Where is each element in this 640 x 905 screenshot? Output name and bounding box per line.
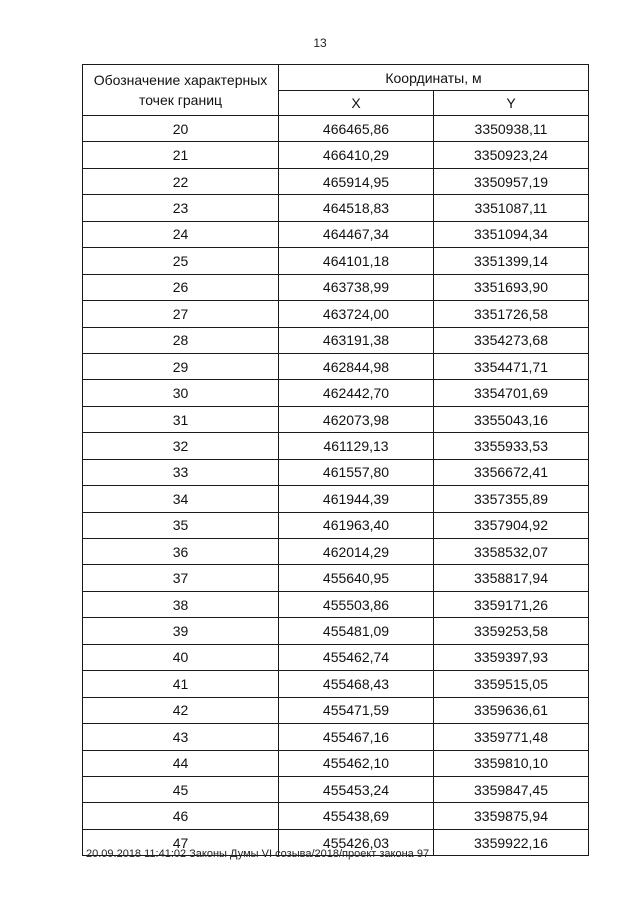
cell-y: 3357904,92 bbox=[434, 512, 589, 538]
cell-x: 455467,16 bbox=[279, 724, 434, 750]
cell-x: 464518,83 bbox=[279, 195, 434, 221]
table-row bbox=[83, 459, 589, 485]
cell-y: 3355043,16 bbox=[434, 406, 589, 432]
cell-x: 455503,86 bbox=[279, 591, 434, 617]
cell-point: 44 bbox=[83, 750, 279, 776]
cell-point: 39 bbox=[83, 618, 279, 644]
cell-x: 455640,95 bbox=[279, 565, 434, 591]
cell-point: 46 bbox=[83, 803, 279, 829]
cell-x: 455462,10 bbox=[279, 750, 434, 776]
cell-x: 466465,86 bbox=[279, 116, 434, 142]
cell-y: 3357355,89 bbox=[434, 486, 589, 512]
cell-x: 462844,98 bbox=[279, 353, 434, 379]
cell-point: 45 bbox=[83, 776, 279, 802]
page-number: 13 bbox=[313, 36, 327, 50]
cell-y: 3354701,69 bbox=[434, 380, 589, 406]
table-row bbox=[83, 539, 589, 565]
table-row bbox=[83, 221, 589, 247]
footer-document-stamp: 20.09.2018 11:41:02 Законы Думы VI созыва/2018/проект закона 97 bbox=[86, 848, 430, 860]
cell-x: 465914,95 bbox=[279, 168, 434, 194]
cell-x: 461944,39 bbox=[279, 486, 434, 512]
cell-y: 3359171,26 bbox=[434, 591, 589, 617]
cell-point: 31 bbox=[83, 406, 279, 432]
cell-x: 462442,70 bbox=[279, 380, 434, 406]
cell-point: 37 bbox=[83, 565, 279, 591]
table-row bbox=[83, 353, 589, 379]
cell-point: 22 bbox=[83, 168, 279, 194]
cell-point: 35 bbox=[83, 512, 279, 538]
cell-point: 40 bbox=[83, 644, 279, 670]
cell-point: 32 bbox=[83, 433, 279, 459]
cell-point: 30 bbox=[83, 380, 279, 406]
table-row bbox=[83, 591, 589, 617]
table-row bbox=[83, 142, 589, 168]
cell-y: 3359875,94 bbox=[434, 803, 589, 829]
table-row bbox=[83, 724, 589, 750]
cell-x: 466410,29 bbox=[279, 142, 434, 168]
cell-y: 3354471,71 bbox=[434, 353, 589, 379]
coordinates-table bbox=[82, 64, 589, 856]
table-row bbox=[83, 248, 589, 274]
cell-y: 3356672,41 bbox=[434, 459, 589, 485]
cell-x: 461557,80 bbox=[279, 459, 434, 485]
header-coordinates: Координаты, м bbox=[279, 65, 589, 91]
cell-x: 455481,09 bbox=[279, 618, 434, 644]
cell-y: 3359636,61 bbox=[434, 697, 589, 723]
cell-x: 463724,00 bbox=[279, 301, 434, 327]
table-row bbox=[83, 776, 589, 802]
header-x: X bbox=[279, 91, 434, 116]
cell-x: 464467,34 bbox=[279, 221, 434, 247]
cell-x: 463738,99 bbox=[279, 274, 434, 300]
cell-y: 3358532,07 bbox=[434, 539, 589, 565]
cell-point: 38 bbox=[83, 591, 279, 617]
table-row bbox=[83, 803, 589, 829]
cell-point: 28 bbox=[83, 327, 279, 353]
cell-x: 455426,03 bbox=[279, 829, 434, 855]
cell-x: 461963,40 bbox=[279, 512, 434, 538]
table-row bbox=[83, 433, 589, 459]
cell-point: 27 bbox=[83, 301, 279, 327]
cell-point: 21 bbox=[83, 142, 279, 168]
cell-y: 3358817,94 bbox=[434, 565, 589, 591]
table-row bbox=[83, 168, 589, 194]
cell-x: 455438,69 bbox=[279, 803, 434, 829]
table-body bbox=[83, 116, 589, 856]
cell-y: 3351094,34 bbox=[434, 221, 589, 247]
header-y: Y bbox=[434, 91, 589, 116]
cell-y: 3351726,58 bbox=[434, 301, 589, 327]
table-row bbox=[83, 327, 589, 353]
cell-x: 455462,74 bbox=[279, 644, 434, 670]
table-row bbox=[83, 671, 589, 697]
cell-y: 3350923,24 bbox=[434, 142, 589, 168]
cell-point: 43 bbox=[83, 724, 279, 750]
table-row bbox=[83, 644, 589, 670]
cell-point: 41 bbox=[83, 671, 279, 697]
cell-y: 3351087,11 bbox=[434, 195, 589, 221]
table-row bbox=[83, 618, 589, 644]
cell-y: 3359515,05 bbox=[434, 671, 589, 697]
cell-y: 3359771,48 bbox=[434, 724, 589, 750]
cell-point: 25 bbox=[83, 248, 279, 274]
cell-y: 3351399,14 bbox=[434, 248, 589, 274]
table-row bbox=[83, 512, 589, 538]
cell-y: 3359922,16 bbox=[434, 829, 589, 855]
table-row bbox=[83, 195, 589, 221]
table-row bbox=[83, 274, 589, 300]
cell-point: 20 bbox=[83, 116, 279, 142]
cell-point: 26 bbox=[83, 274, 279, 300]
cell-x: 463191,38 bbox=[279, 327, 434, 353]
table-row bbox=[83, 565, 589, 591]
cell-y: 3359847,45 bbox=[434, 776, 589, 802]
cell-point: 23 bbox=[83, 195, 279, 221]
cell-y: 3355933,53 bbox=[434, 433, 589, 459]
cell-x: 455468,43 bbox=[279, 671, 434, 697]
table-row bbox=[83, 697, 589, 723]
cell-y: 3359810,10 bbox=[434, 750, 589, 776]
cell-x: 461129,13 bbox=[279, 433, 434, 459]
table-row bbox=[83, 301, 589, 327]
table-row bbox=[83, 406, 589, 432]
cell-point: 34 bbox=[83, 486, 279, 512]
table-row bbox=[83, 380, 589, 406]
cell-x: 462014,29 bbox=[279, 539, 434, 565]
cell-x: 455471,59 bbox=[279, 697, 434, 723]
cell-y: 3351693,90 bbox=[434, 274, 589, 300]
cell-point: 47 bbox=[83, 829, 279, 855]
cell-x: 464101,18 bbox=[279, 248, 434, 274]
cell-point: 29 bbox=[83, 353, 279, 379]
header-point-designation: Обозначение характерных точек границ bbox=[83, 65, 279, 116]
cell-x: 455453,24 bbox=[279, 776, 434, 802]
cell-point: 24 bbox=[83, 221, 279, 247]
table-row bbox=[83, 486, 589, 512]
table-row bbox=[83, 116, 589, 142]
cell-y: 3354273,68 bbox=[434, 327, 589, 353]
cell-point: 36 bbox=[83, 539, 279, 565]
cell-point: 33 bbox=[83, 459, 279, 485]
cell-y: 3359253,58 bbox=[434, 618, 589, 644]
cell-y: 3350957,19 bbox=[434, 168, 589, 194]
cell-y: 3350938,11 bbox=[434, 116, 589, 142]
table-row bbox=[83, 750, 589, 776]
cell-x: 462073,98 bbox=[279, 406, 434, 432]
cell-point: 42 bbox=[83, 697, 279, 723]
cell-y: 3359397,93 bbox=[434, 644, 589, 670]
